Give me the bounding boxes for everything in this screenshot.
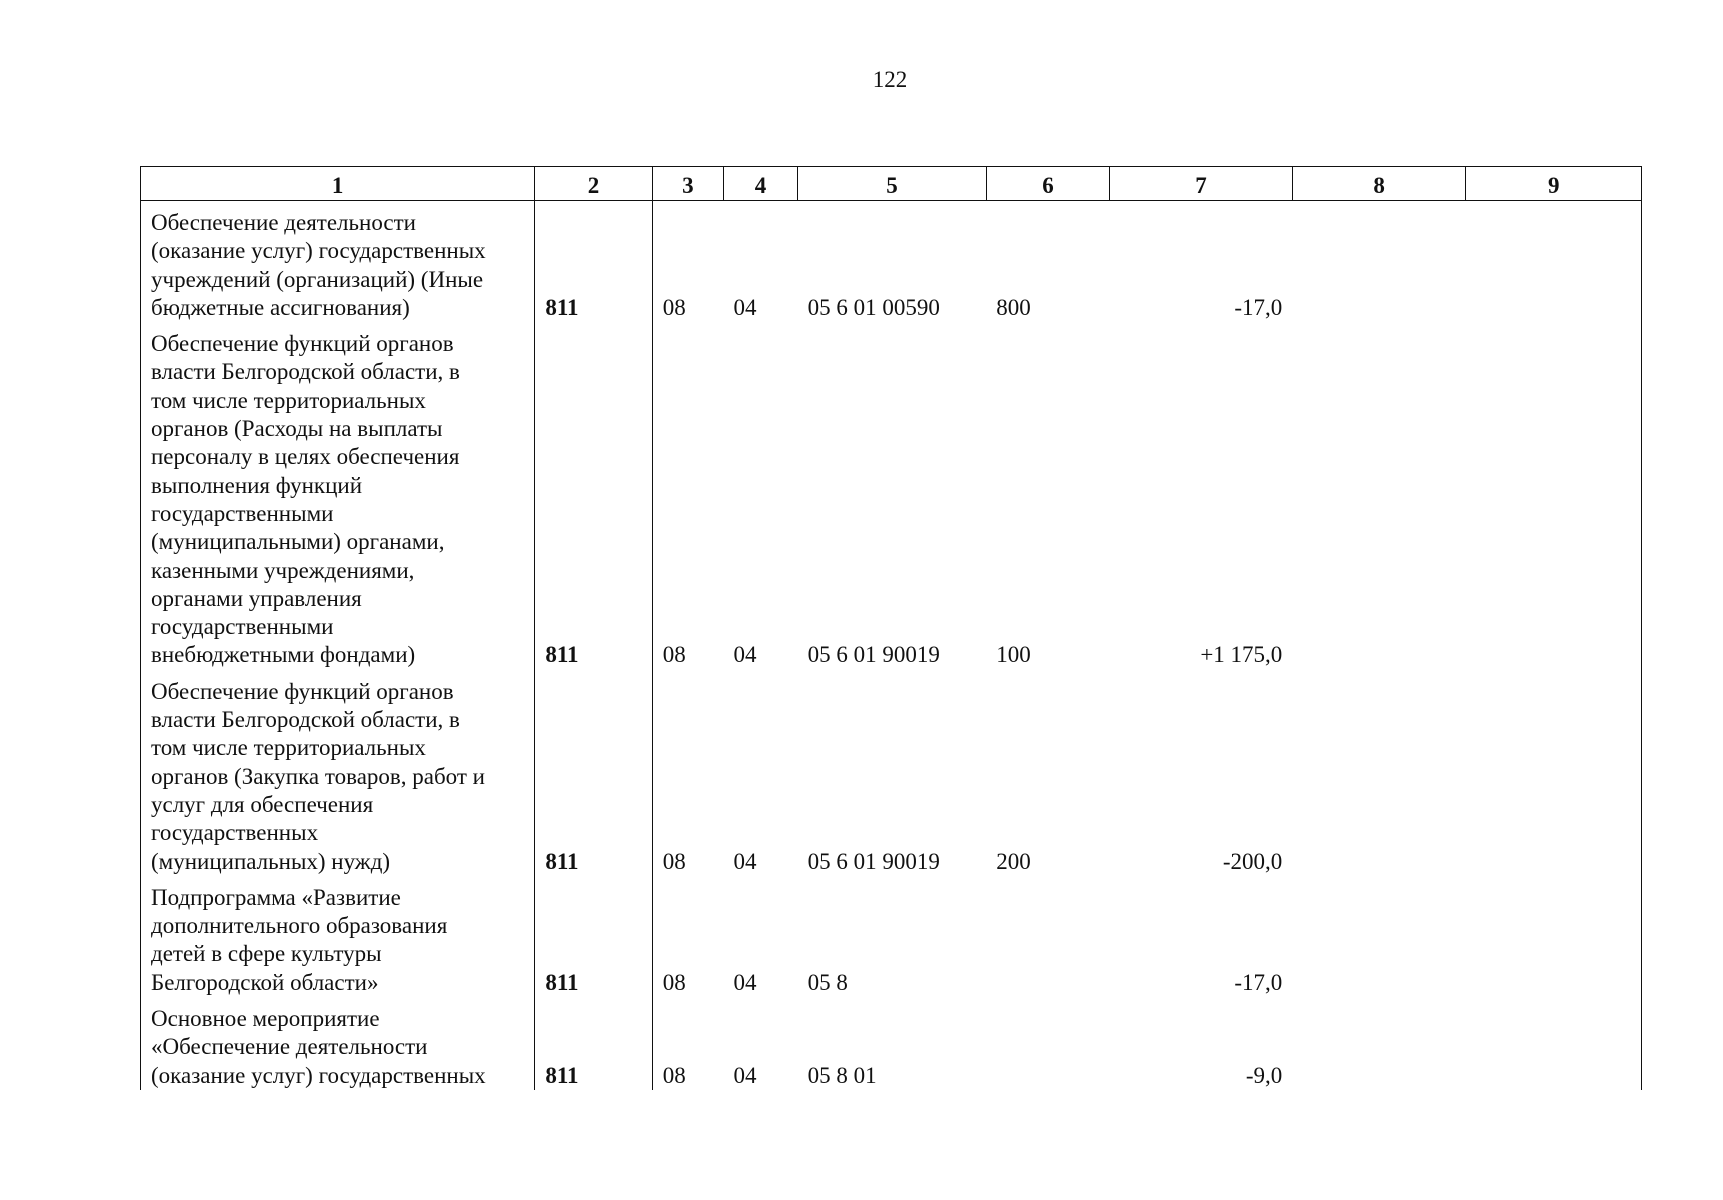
expense-name-line: Обеспечение функций органов <box>151 678 454 704</box>
amount-cell: -9,0 <box>1245 1062 1283 1088</box>
expense-name-line: Белгородской области» <box>151 969 379 995</box>
column-9-cell <box>1466 670 1642 876</box>
budget-code-cell: 811 <box>535 201 652 323</box>
budget-code-cell: 811 <box>535 322 652 670</box>
expense-name-line: Обеспечение деятельности <box>151 210 416 235</box>
column-header-8: 8 <box>1292 167 1466 201</box>
expense-name-line: том числе территориальных <box>151 387 426 413</box>
target-article-cell: 05 8 <box>807 969 848 995</box>
expense-name-line: (оказание услуг) государственных <box>151 238 486 264</box>
section-cell: 08 <box>662 1062 686 1088</box>
page-number-container <box>0 66 1723 94</box>
expense-name-cell <box>141 997 535 1090</box>
section-cell: 08 <box>662 848 686 874</box>
subsection-cell: 04 <box>733 1062 757 1088</box>
table-row <box>141 201 1642 323</box>
expense-name-line: внебюджетными фондами) <box>151 642 416 668</box>
column-8-cell <box>1292 201 1466 323</box>
amount-cell: -17,0 <box>1234 969 1283 995</box>
column-header-4: 4 <box>723 167 797 201</box>
amount-cell: -17,0 <box>1234 294 1283 320</box>
expense-name-cell <box>141 322 535 670</box>
subsection-cell: 04 <box>733 848 757 874</box>
expense-name-line: выполнения функций <box>151 472 362 498</box>
expense-name-line: (муниципальными) органами, <box>151 529 445 555</box>
table-row <box>141 670 1642 876</box>
column-9-cell <box>1466 322 1642 670</box>
expense-name-cell <box>141 876 535 997</box>
section-cell: 08 <box>662 294 686 320</box>
expense-name-line: Основное мероприятие <box>151 1006 380 1032</box>
expense-name-line: персоналу в целях обеспечения <box>151 444 460 470</box>
expense-name-line: казенными учреждениями, <box>151 557 415 583</box>
subsection-cell: 04 <box>733 969 757 995</box>
column-8-cell <box>1292 876 1466 997</box>
expense-name-line: «Обеспечение деятельности <box>151 1034 428 1060</box>
expense-name-line: Обеспечение функций органов <box>151 331 454 357</box>
expense-name-line: государственными <box>151 500 334 526</box>
column-header-7: 7 <box>1110 167 1293 201</box>
expense-type-cell <box>986 876 1109 997</box>
expense-name-line: власти Белгородской области, в <box>151 359 460 385</box>
column-9-cell <box>1466 876 1642 997</box>
column-header-5: 5 <box>798 167 987 201</box>
amount-cell: -200,0 <box>1222 848 1283 874</box>
section-cell: 08 <box>662 969 686 995</box>
page-number: 122 <box>872 67 908 92</box>
table-row <box>141 997 1642 1090</box>
column-9-cell <box>1466 997 1642 1090</box>
expense-name-line: (муниципальных) нужд) <box>151 848 391 874</box>
target-article-cell: 05 6 01 90019 <box>807 848 940 874</box>
expense-name-line: Подпрограмма «Развитие <box>151 884 401 910</box>
column-9-cell <box>1466 201 1642 323</box>
column-8-cell <box>1292 997 1466 1090</box>
expense-name-cell <box>141 670 535 876</box>
expense-name-line: (оказание услуг) государственных <box>151 1062 486 1088</box>
expense-name-line: том числе территориальных <box>151 735 426 761</box>
table-row <box>141 876 1642 997</box>
expense-type-cell <box>986 997 1109 1090</box>
table-header-row <box>141 167 1642 201</box>
target-article-cell: 05 6 01 00590 <box>807 294 940 320</box>
expense-type-cell: 800 <box>996 294 1031 320</box>
column-8-cell <box>1292 670 1466 876</box>
expense-name-line: власти Белгородской области, в <box>151 707 460 733</box>
column-header-9: 9 <box>1466 167 1642 201</box>
column-header-1: 1 <box>141 167 535 201</box>
target-article-cell: 05 8 01 <box>807 1062 877 1088</box>
expense-name-line: государственных <box>151 820 319 846</box>
expense-name-line: органами управления <box>151 585 362 611</box>
subsection-cell: 04 <box>733 642 757 668</box>
expense-name-line: услуг для обеспечения <box>151 791 374 817</box>
column-header-3: 3 <box>652 167 723 201</box>
expense-type-cell: 100 <box>996 642 1031 668</box>
expense-name-line: органов (Расходы на выплаты <box>151 416 443 442</box>
subsection-cell: 04 <box>733 294 757 320</box>
table-body <box>141 201 1642 1090</box>
amount-cell: +1 175,0 <box>1200 642 1283 668</box>
budget-code-cell: 811 <box>535 997 652 1090</box>
expense-name-line: дополнительного образования <box>151 913 448 939</box>
table-row <box>141 322 1642 670</box>
expense-name-line: бюджетные ассигнования) <box>151 294 410 320</box>
expense-name-line: государственными <box>151 614 334 640</box>
budget-table-container <box>140 166 1643 1092</box>
expense-name-line: органов (Закупка товаров, работ и <box>151 763 485 789</box>
expense-name-cell <box>141 201 535 323</box>
column-8-cell <box>1292 322 1466 670</box>
column-header-6: 6 <box>986 167 1109 201</box>
expense-name-line: детей в сфере культуры <box>151 941 382 967</box>
budget-code-cell: 811 <box>535 876 652 997</box>
column-header-2: 2 <box>535 167 652 201</box>
target-article-cell: 05 6 01 90019 <box>807 642 940 668</box>
section-cell: 08 <box>662 642 686 668</box>
budget-code-cell: 811 <box>535 670 652 876</box>
expense-name-line: учреждений (организаций) (Иные <box>151 266 484 292</box>
expense-type-cell: 200 <box>996 848 1031 874</box>
budget-table <box>140 166 1642 1090</box>
